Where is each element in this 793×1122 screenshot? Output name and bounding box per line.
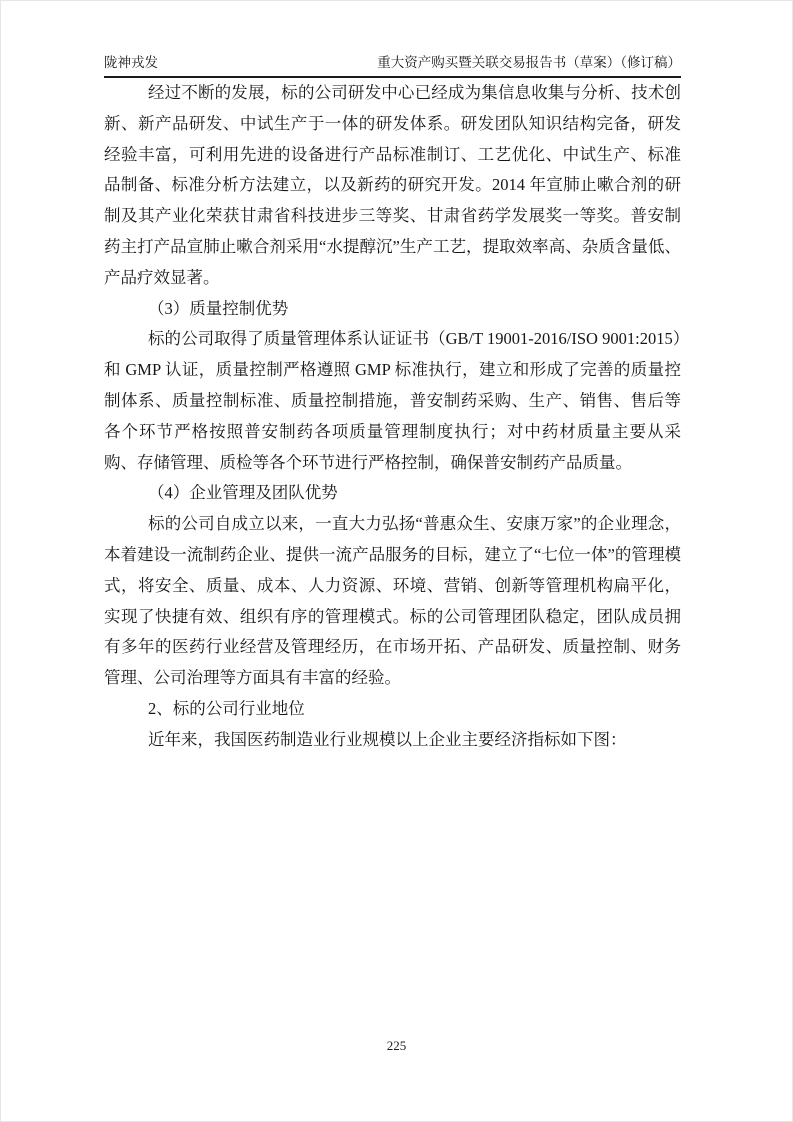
header-company-name: 陇神戎发 bbox=[104, 55, 158, 70]
section-heading-industry-position: 2、标的公司行业地位 bbox=[148, 698, 305, 718]
paragraph-industry-intro: 近年来，我国医药制造业行业规模以上企业主要经济指标如下图： bbox=[148, 729, 627, 749]
section-heading-management-team: （4）企业管理及团队优势 bbox=[148, 483, 338, 503]
paragraph-management-team: 标的公司自成立以来，一直大力弘扬“普惠众生、安康万家”的企业理念，本着建设一流制药企业、提供一流产品服务的目标，建立了“七位一体”的管理模式，将安全、质量、成本、人力资源、环境、营销、创新等管理机构扁平化，实现了快捷有效、组织有序的管理模式。标的公司管理团队稳定，团队成员拥有多年的医药行业经营及管理经历，在市场开拓、产品研发、质量控制、财务管理、公司治理等方面具有丰富的经验。 bbox=[104, 514, 681, 688]
paragraph-quality-control: 标的公司取得了质量管理体系认证证书（GB/T 19001-2016/ISO 9001:2015）和 GMP 认证，质量控制严格遵照 GMP 标准执行，建立和形成了完善的质量控制体系、质量控制标准、质量控制措施，普安制药采购、生产、销售、售后等各个环节严格按照普安制药各项质量管理制度执行；对中药材质量主要从采购、存储管理、质检等各个环节进行严格控制，确保普安制药产品质量。 bbox=[104, 329, 681, 472]
paragraph-rd-development: 经过不断的发展，标的公司研发中心已经成为集信息收集与分析、技术创新、新产品研发、中试生产于一体的研发体系。研发团队知识结构完备，研发经验丰富，可利用先进的设备进行产品标准制订、工艺优化、中试生产、标准品制备、标准分析方法建立，以及新药的研究开发。2014 年宣肺止嗽合剂的研制及其产业化荣获甘肃省科技进步三等奖、甘肃省药学发展奖一等奖。普安制药主打产品宣肺止嗽合剂采用“水提醇沉”生产工艺，提取效率高、杂质含量低、产品疗效显著。 bbox=[104, 83, 681, 287]
page-footer bbox=[0, 1038, 793, 1054]
document-body bbox=[104, 78, 681, 756]
page-header bbox=[104, 53, 681, 78]
section-heading-quality-control: （3）质量控制优势 bbox=[148, 298, 289, 318]
page-number: 225 bbox=[386, 1038, 407, 1053]
header-report-title: 重大资产购买暨关联交易报告书（草案）（修订稿） bbox=[377, 55, 681, 70]
